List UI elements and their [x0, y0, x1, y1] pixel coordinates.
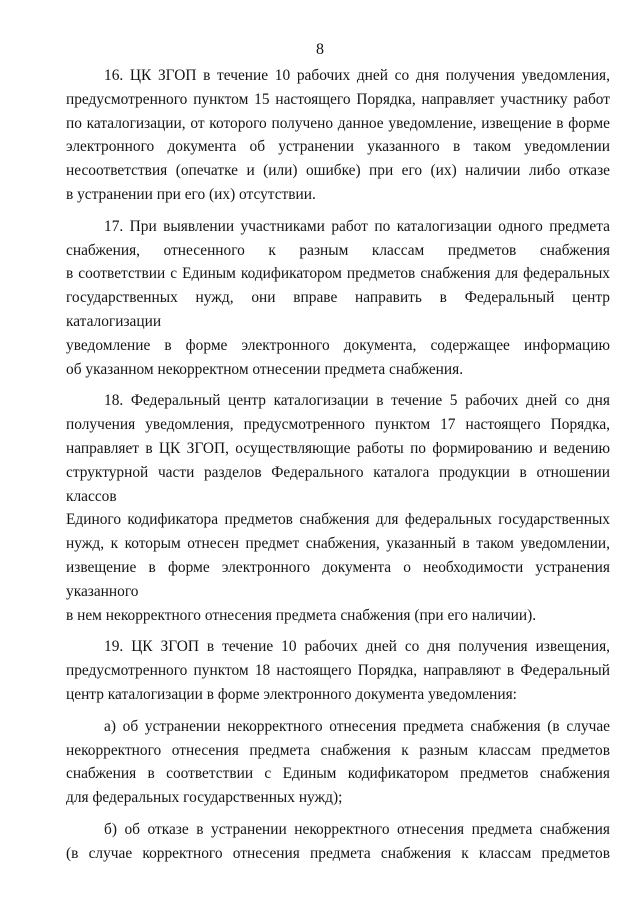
paragraph-gap [66, 207, 610, 215]
paragraph-line: в соответствии с Единым кодификатором предметов снабжения для федеральных [66, 265, 610, 283]
paragraph [66, 215, 610, 382]
paragraph [66, 64, 610, 207]
paragraph-line: некорректного отнесения предмета снабжения к разным классам предметов [66, 741, 610, 759]
paragraph-line: центр каталогизации в форме электронного документа уведомления: [66, 685, 517, 703]
paragraph-line: а) об устранении некорректного отнесения предмета снабжения (в случае [104, 717, 610, 735]
document-body [66, 64, 610, 866]
paragraph-line: 16. ЦК ЗГОП в течение 10 рабочих дней со дня получения уведомления, [104, 67, 610, 84]
paragraph-gap [66, 707, 610, 715]
paragraph-gap [66, 381, 610, 389]
paragraph-line: электронного документа об устранении указанного в таком уведомлении [66, 138, 610, 156]
paragraph-line: структурной части разделов Федерального каталога продукции в отношении классов [66, 463, 610, 505]
paragraph-line: получения уведомления, предусмотренного пунктом 17 настоящего Порядка, [66, 416, 610, 434]
paragraph-line: 17. При выявлении участниками работ по каталогизации одного предмета [104, 217, 610, 235]
paragraph [66, 389, 610, 627]
paragraph-line: снабжения в соответствии с Единым кодификатором предметов снабжения [66, 765, 610, 783]
page-number: 8 [316, 41, 324, 58]
paragraph [66, 818, 610, 866]
paragraph-line: об указанном некорректном отнесении предмета снабжения. [66, 360, 464, 378]
paragraph-line: в устранении при его (их) отсутствии. [66, 185, 316, 203]
paragraph-line: уведомление в форме электронного документа, содержащее информацию [66, 336, 610, 354]
paragraph-line: направляет в ЦК ЗГОП, осуществляющие работы по формированию и ведению [66, 439, 610, 457]
paragraph-line: по каталогизации, от которого получено данное уведомление, извещение в форме [66, 114, 610, 132]
paragraph-line: б) об отказе в устранении некорректного отнесения предмета снабжения [104, 820, 610, 838]
paragraph-line: снабжения, отнесенного к разным классам предметов снабжения [66, 241, 610, 259]
paragraph-line: 18. Федеральный центр каталогизации в течение 5 рабочих дней со дня [104, 392, 610, 410]
paragraph-line: предусмотренного пунктом 15 настоящего Порядка, направляет участнику работ [66, 90, 610, 108]
paragraph-line: (в случае корректного отнесения предмета снабжения к классам предметов [66, 844, 610, 862]
paragraph-line: нужд, к которым отнесен предмет снабжения, указанный в таком уведомлении, [66, 535, 610, 553]
paragraph-gap [66, 810, 610, 818]
paragraph [66, 635, 610, 706]
paragraph-line: Единого кодификатора предметов снабжения для федеральных государственных [66, 511, 610, 529]
paragraph-line: предусмотренного пунктом 18 настоящего Порядка, направляют в Федеральный [66, 662, 610, 680]
paragraph-line: извещение в форме электронного документа о необходимости устранения указанного [66, 558, 610, 600]
paragraph-line: государственных нужд, они вправе направить в Федеральный центр каталогизации [66, 289, 610, 330]
paragraph-line: 19. ЦК ЗГОП в течение 10 рабочих дней со дня получения извещения, [104, 638, 610, 656]
paragraph-line: в нем некорректного отнесения предмета снабжения (при его наличии). [66, 606, 537, 624]
paragraph-line: для федеральных государственных нужд); [66, 789, 343, 807]
paragraph-gap [66, 627, 610, 635]
paragraph-line: несоответствия (опечатке и (или) ошибке) при его (их) наличии либо отказе [66, 162, 610, 180]
paragraph [66, 715, 610, 810]
